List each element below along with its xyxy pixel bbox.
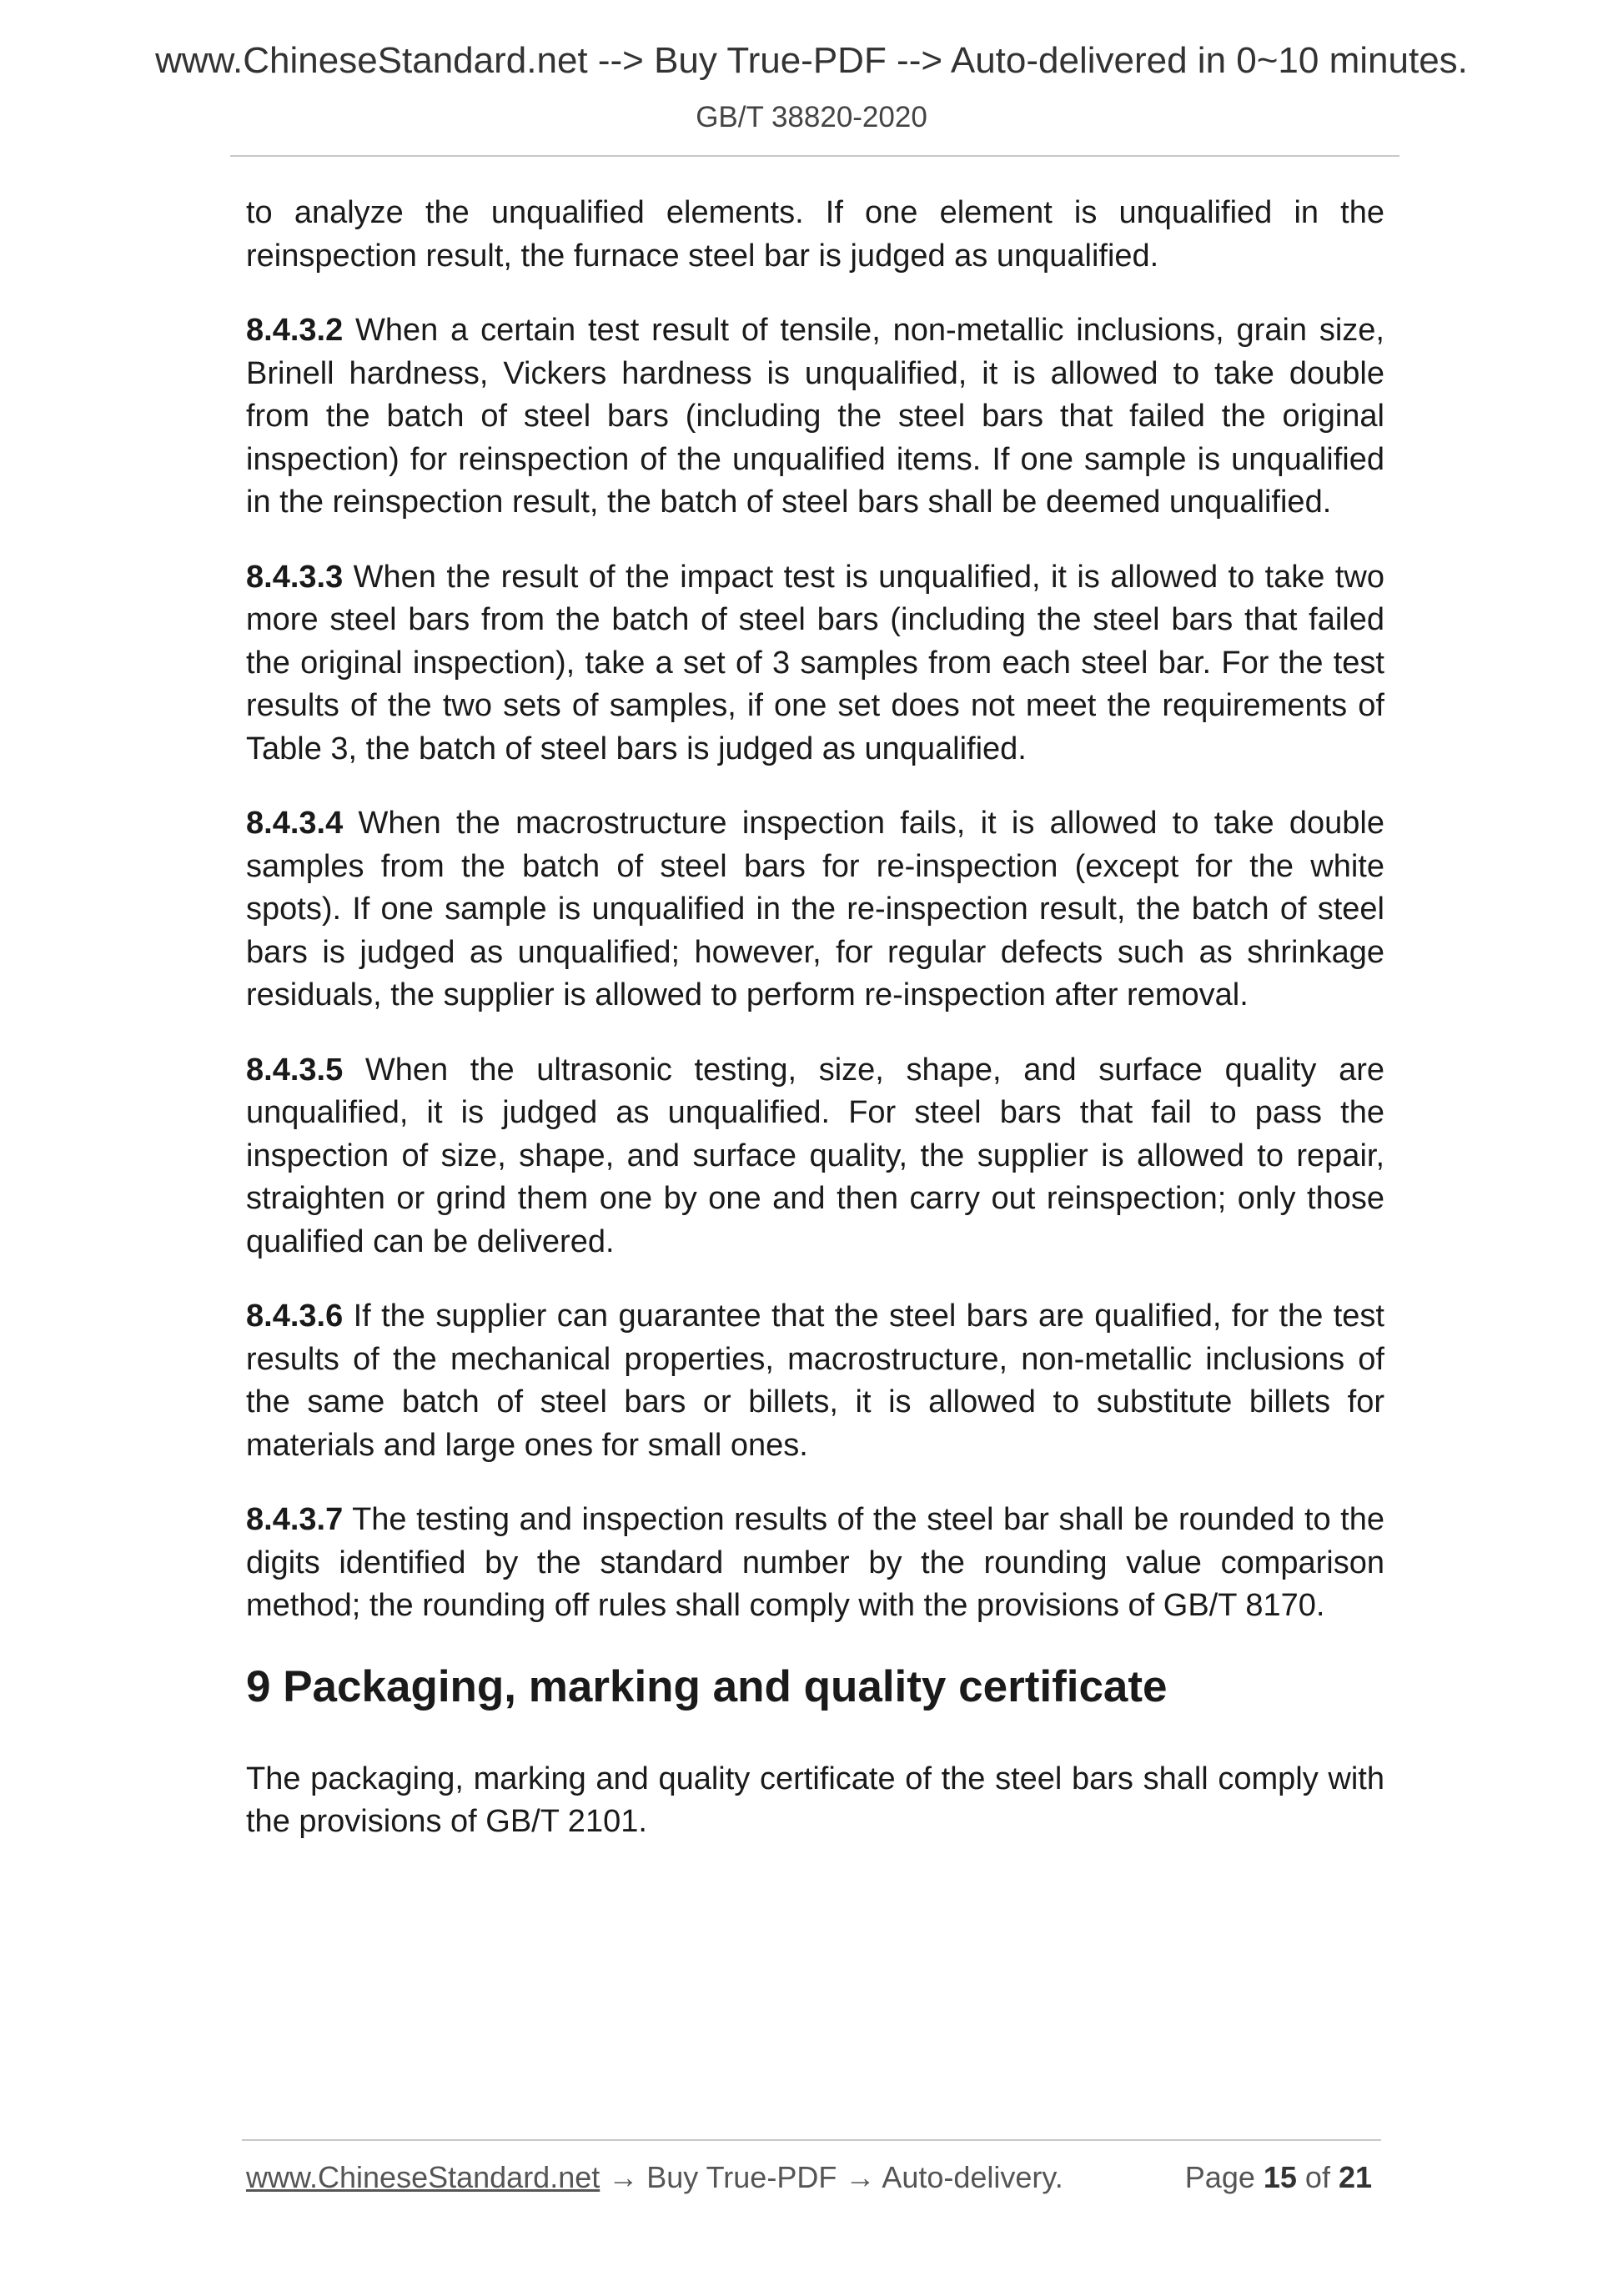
continuation-paragraph: to analyze the unqualified elements. If one element is unqualified in the reinspection result, the furnace steel bar is judged as unqualified. bbox=[246, 195, 1384, 274]
clause-8-4-3-2 bbox=[246, 309, 1384, 525]
footer-divider bbox=[242, 2139, 1381, 2141]
clause-text: When a certain test result of tensile, non-metallic inclusions, grain size, Brinell hardness, Vickers hardness is unqualified, it is allowed to take double from the batch of steel bars (including the steel bars that failed the original inspection) for reinspection of the unqualified items. If one sample is unqualified in the reinspection result, the batch of steel bars shall be deemed unqualified. bbox=[246, 313, 1384, 520]
clause-number: 8.4.3.3 bbox=[246, 559, 344, 595]
page-total: 21 bbox=[1338, 2160, 1372, 2194]
standard-code: GB/T 38820-2020 bbox=[696, 101, 927, 133]
page-content bbox=[246, 192, 1384, 1876]
clause-number: 8.4.3.5 bbox=[246, 1052, 344, 1088]
page-of-label: of bbox=[1296, 2160, 1339, 2194]
clause-number: 8.4.3.7 bbox=[246, 1502, 344, 1537]
clause-8-4-3-4 bbox=[246, 802, 1384, 1017]
footer-tagline: → Buy True-PDF → Auto-delivery. bbox=[600, 2160, 1063, 2194]
clause-8-4-3-3 bbox=[246, 556, 1384, 771]
clause-number: 8.4.3.4 bbox=[246, 806, 344, 841]
section-heading: 9 Packaging, marking and quality certificate bbox=[246, 1661, 1168, 1711]
clause-text: If the supplier can guarantee that the steel bars are qualified, for the test results of the mechanical properties, macrostructure, non-metallic inclusions of the same batch of steel bars or billets, it is allowed to substitute billets for materials and large ones for small ones. bbox=[246, 1299, 1384, 1463]
page-indicator bbox=[1185, 2159, 1372, 2196]
clause-8-4-3-6 bbox=[246, 1295, 1384, 1467]
website-link[interactable]: www.ChineseStandard.net bbox=[246, 2160, 600, 2194]
clause-text: When the macrostructure inspection fails, it is allowed to take double samples from the batch of steel bars for re-inspection (except for the white spots). If one sample is unqualified in the re-inspection result, the batch of steel bars is judged as unqualified; however, for regular defects such as shrinkage residuals, the supplier is allowed to perform re-inspection after removal. bbox=[246, 806, 1384, 1012]
page-current: 15 bbox=[1263, 2160, 1297, 2194]
clause-8-4-3-7 bbox=[246, 1499, 1384, 1628]
page-label: Page bbox=[1184, 2160, 1264, 2194]
header-divider bbox=[230, 155, 1399, 157]
clause-number: 8.4.3.2 bbox=[246, 313, 344, 348]
clause-8-4-3-5 bbox=[246, 1049, 1384, 1264]
section-paragraph: The packaging, marking and quality certificate of the steel bars shall comply with the provisions of GB/T 2101. bbox=[246, 1761, 1384, 1839]
clause-text: When the result of the impact test is unqualified, it is allowed to take two more steel bars from the batch of steel bars (including the steel bars that failed the original inspection), take a set of 3 samples from each steel bar. For the test results of the two sets of samples, if one set does not meet the requirements of Table 3, the batch of steel bars is judged as unqualified. bbox=[246, 559, 1384, 766]
top-banner: www.ChineseStandard.net --> Buy True-PDF --> Auto-delivered in 0~10 minutes. bbox=[155, 40, 1468, 81]
clause-text: When the ultrasonic testing, size, shape, and surface quality are unqualified, it is judged as unqualified. For steel bars that fail to pass the inspection of size, shape, and surface quality, the supplier is allowed to repair, straighten or grind them one by one and then carry out reinspection; only those qualified can be delivered. bbox=[246, 1052, 1384, 1259]
clause-text: The testing and inspection results of the steel bar shall be rounded to the digits identified by the standard number by the rounding value comparison method; the rounding off rules shall comply with the provisions of GB/T 8170. bbox=[246, 1502, 1384, 1623]
clause-number: 8.4.3.6 bbox=[246, 1299, 344, 1334]
footer-links bbox=[246, 2159, 1063, 2196]
